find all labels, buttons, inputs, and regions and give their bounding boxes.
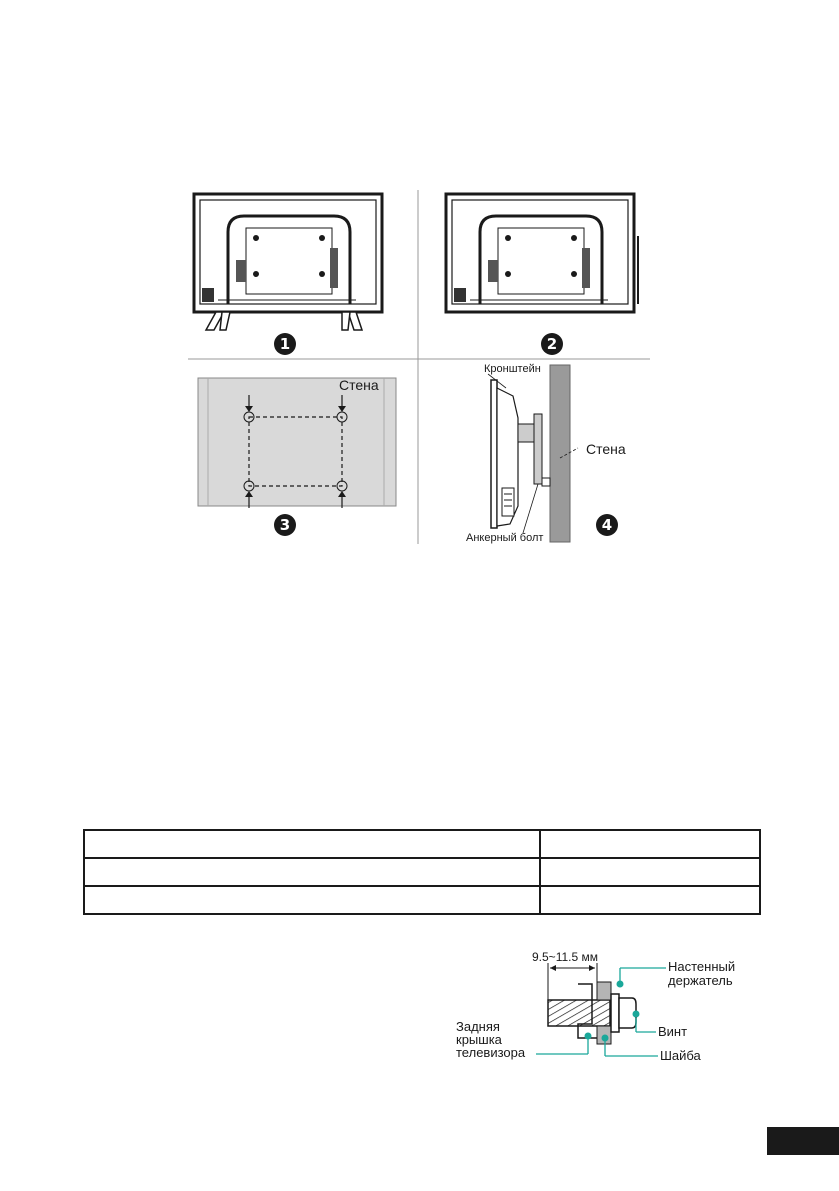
bracket-label: Кронштейн	[484, 363, 541, 375]
wall-mount-illustration	[188, 188, 650, 548]
table-cell	[540, 830, 760, 858]
back-cover-line3: телевизора	[456, 1045, 526, 1060]
wall-mount-figure	[188, 188, 650, 548]
step-number-1: 1	[274, 333, 296, 355]
anchor-bolt-label: Анкерный болт	[466, 532, 544, 544]
screw-label: Винт	[658, 1024, 688, 1039]
table-cell	[540, 858, 760, 886]
screw-detail-diagram	[450, 948, 780, 1078]
table-cell	[540, 886, 760, 914]
screw-length-label: 9.5~11.5 мм	[532, 950, 598, 964]
table-row	[84, 830, 760, 858]
panel3-wall-label: Стена	[339, 377, 379, 393]
table-cell	[84, 886, 540, 914]
back-cover-line1: Задняя	[456, 1019, 500, 1034]
table-row	[84, 858, 760, 886]
step-number-2: 2	[541, 333, 563, 355]
wall-drilling-template	[198, 378, 396, 508]
back-cover-line2: крышка	[456, 1032, 502, 1047]
tv-side-view-mounted	[488, 365, 578, 542]
panel4-wall-label: Стена	[586, 441, 626, 457]
back-cover-label	[456, 1020, 525, 1059]
wall-holder-label-line1: Настенный	[668, 959, 736, 974]
wall-holder-label	[668, 960, 735, 988]
wall-holder-label-line2: держатель	[668, 973, 733, 988]
washer-label: Шайба	[660, 1048, 701, 1063]
page-number-tab	[767, 1127, 839, 1155]
step-number-3: 3	[274, 514, 296, 536]
step-number-4: 4	[596, 514, 618, 536]
tv-back-without-stand	[446, 194, 638, 312]
spec-table	[83, 829, 761, 915]
tv-back-with-stand	[194, 194, 382, 330]
table-row	[84, 886, 760, 914]
table-cell	[84, 830, 540, 858]
table-cell	[84, 858, 540, 886]
